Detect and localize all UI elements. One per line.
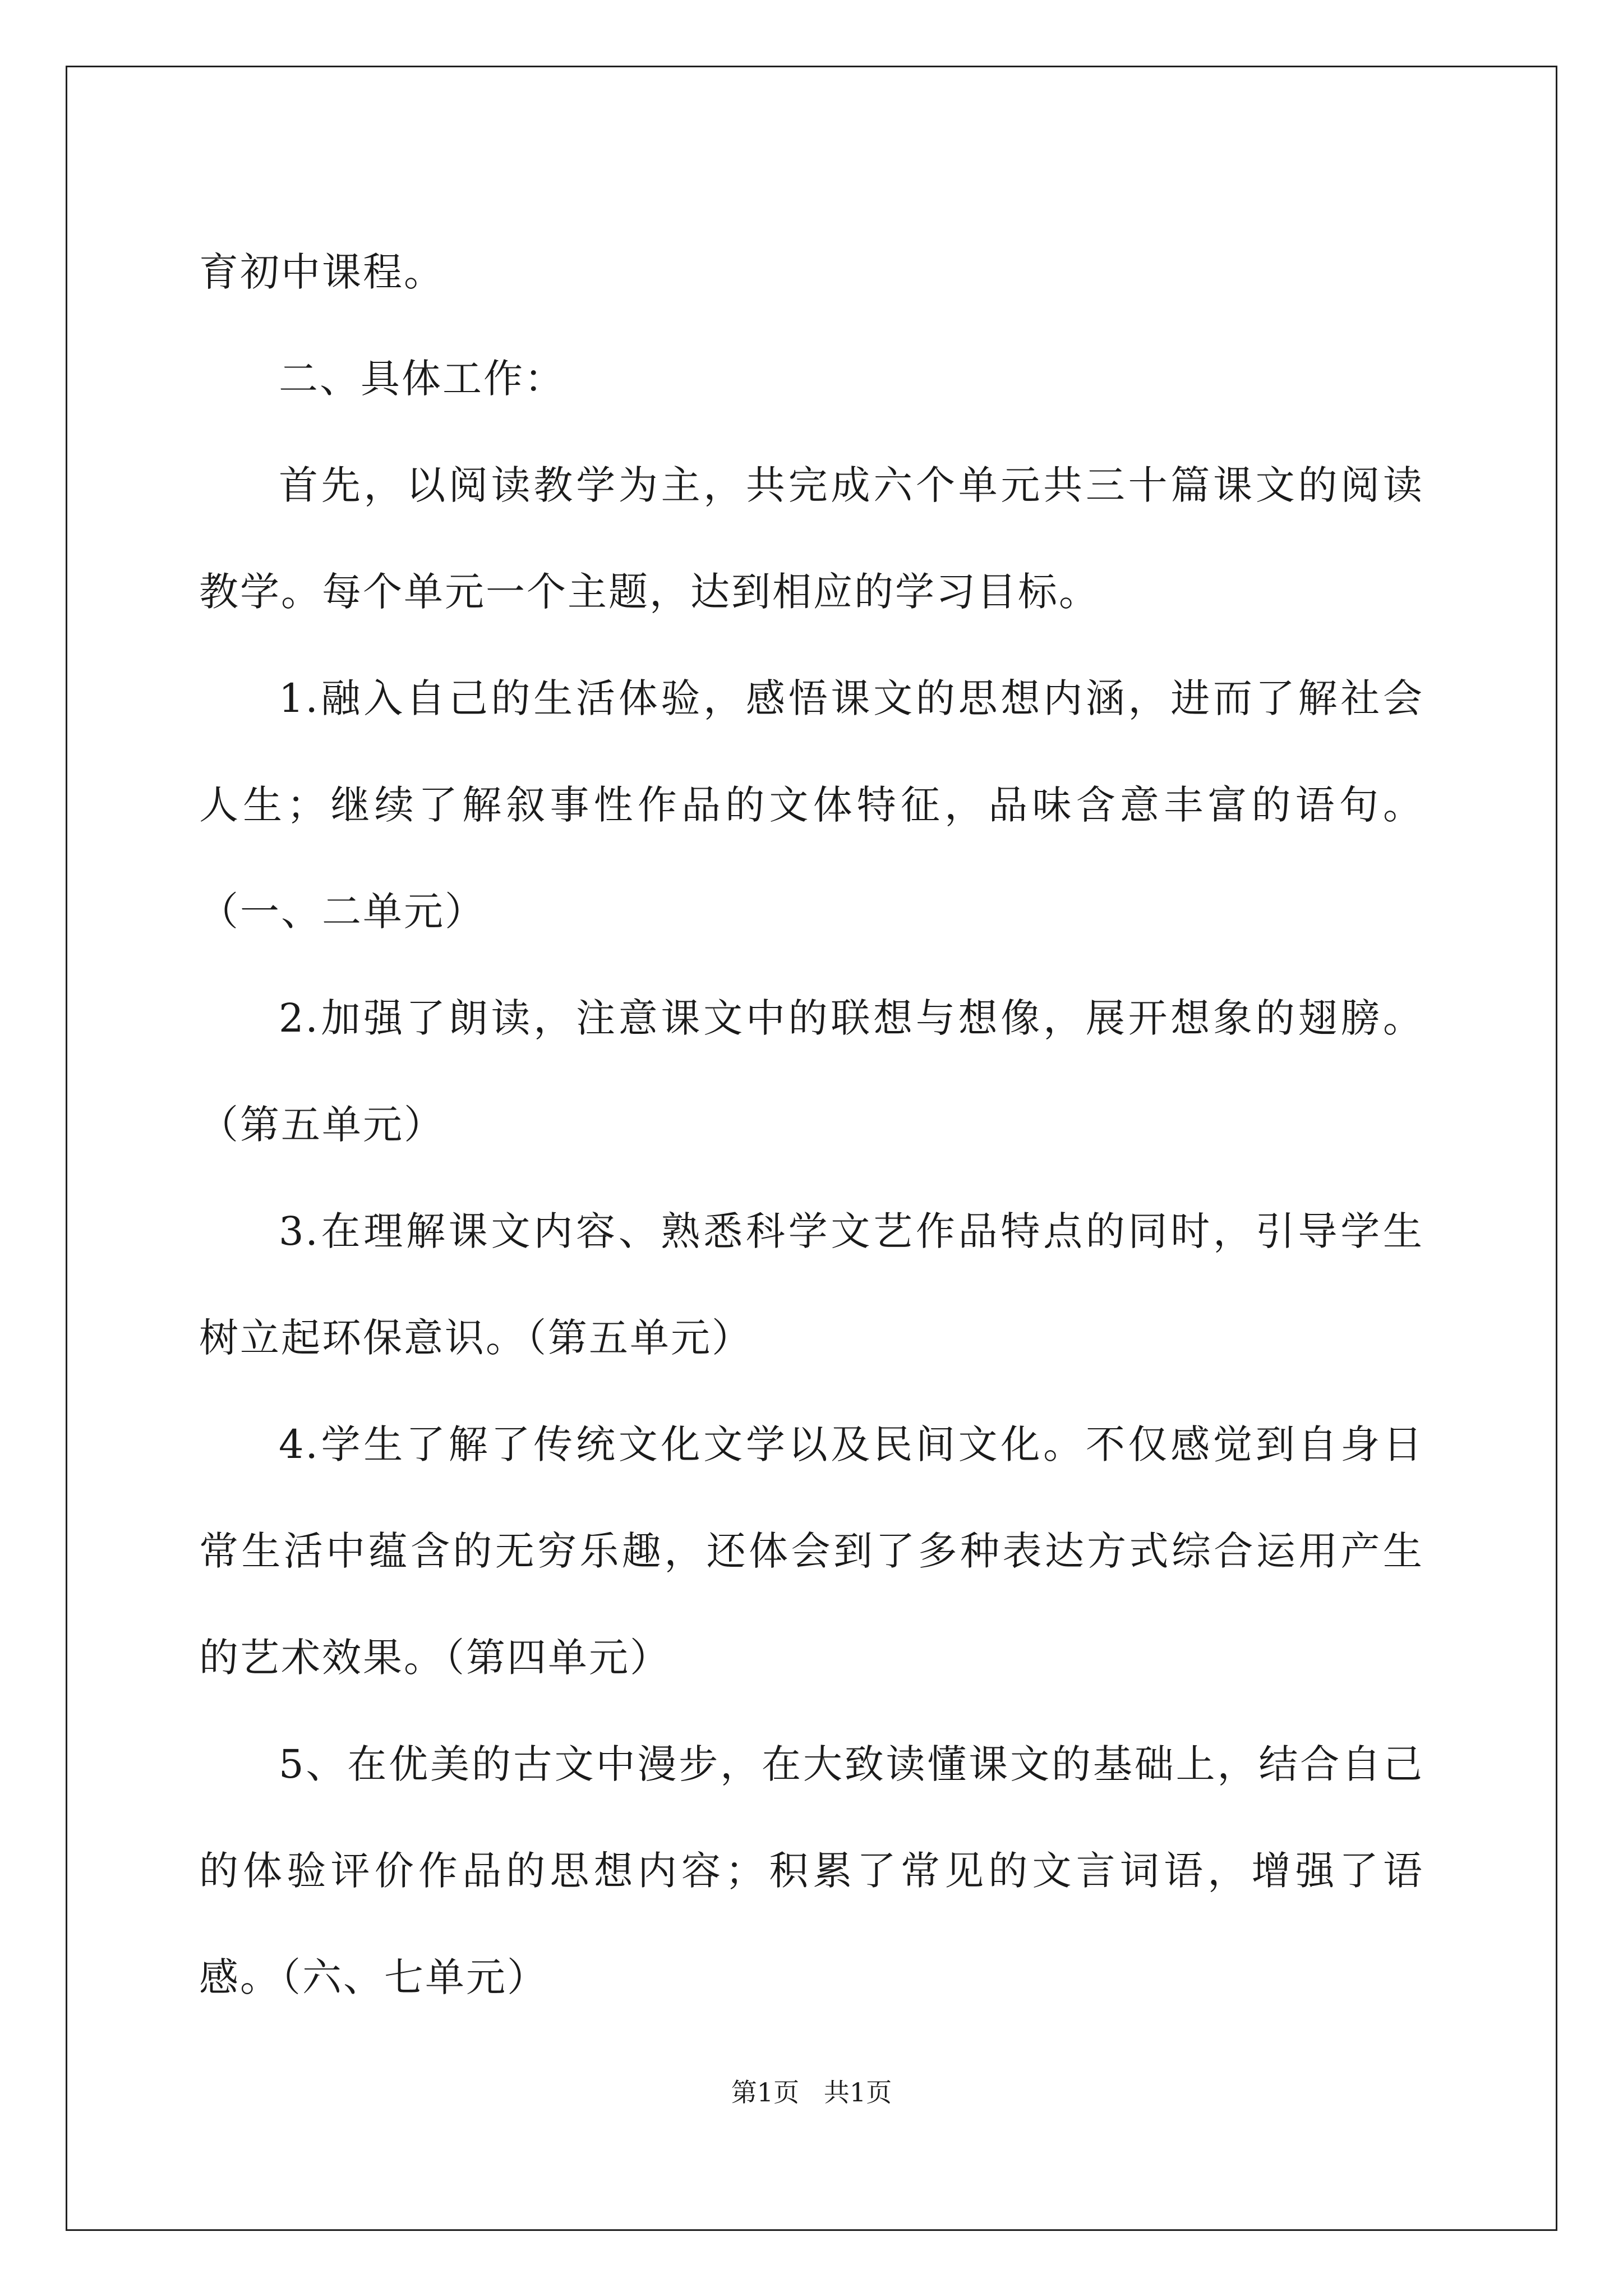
document-body xyxy=(199,219,1424,2031)
list-item-5: 5、在优美的古文中漫步，在大致读懂课文的基础上，结合自己的体验评价作品的思想内容；积累了常见的文言词语，增强了语感。（六、七单元） xyxy=(199,1741,1424,2000)
section-heading: 二、具体工作： xyxy=(279,356,565,402)
page-number-footer: 第1页 共1页 xyxy=(731,2077,892,2108)
list-item-1: 1.融入自己的生活体验，感悟课文的思想内涵，进而了解社会人生；继续了解叙事性作品的文体特征，品味含意丰富的语句。（一、二单元） xyxy=(199,675,1424,935)
list-item-2: 2.加强了朗读，注意课文中的联想与想像，展开想象的翅膀。（第五单元） xyxy=(199,995,1424,1148)
list-item-4: 4.学生了解了传统文化文学以及民间文化。不仅感觉到自身日常生活中蕴含的无穷乐趣，还体会到了多种表达方式综合运用产生的艺术效果。（第四单元） xyxy=(199,1421,1424,1681)
list-item-3: 3.在理解课文内容、熟悉科学文艺作品特点的同时，引导学生树立起环保意识。（第五单元） xyxy=(199,1208,1424,1361)
paragraph-continuation: 育初中课程。 xyxy=(199,249,445,295)
paragraph-intro: 首先，以阅读教学为主，共完成六个单元共三十篇课文的阅读教学。每个单元一个主题，达到相应的学习目标。 xyxy=(199,462,1424,615)
